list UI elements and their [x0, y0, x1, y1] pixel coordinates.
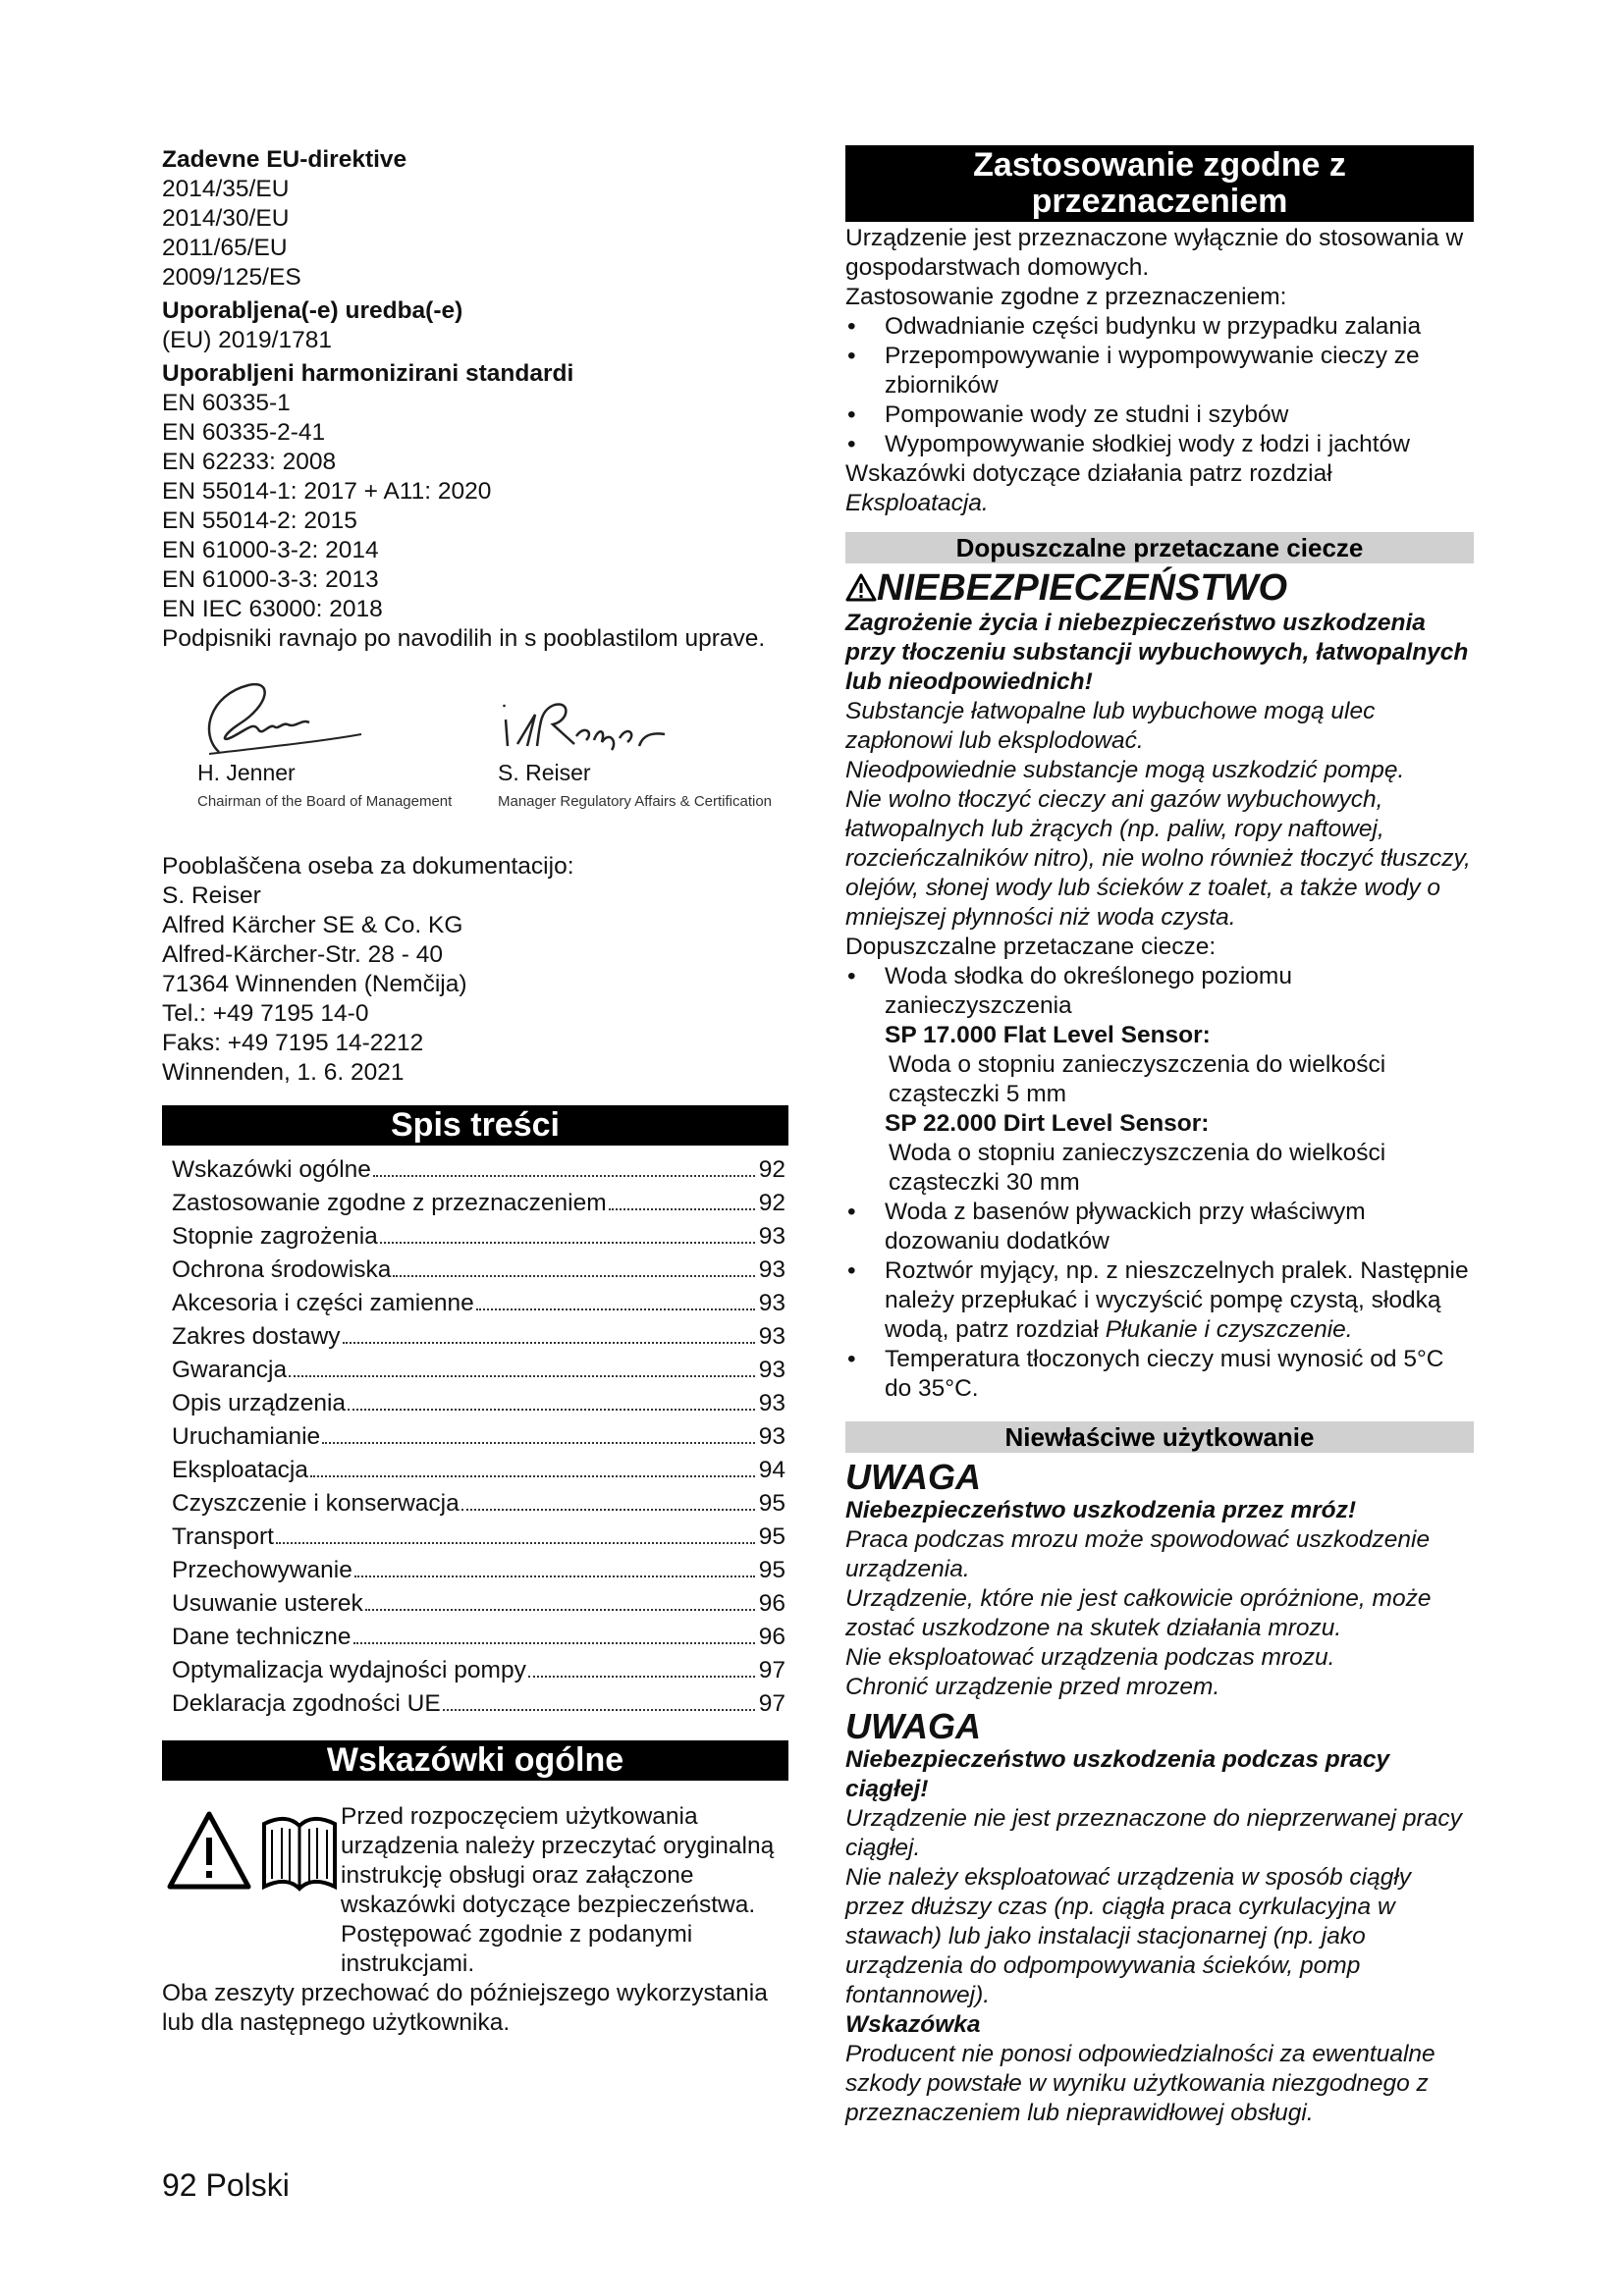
- danger-text: Nieodpowiednie substancje mogą uszkodzić pompę.: [845, 757, 1405, 783]
- doc-authority-line: S. Reiser: [162, 882, 261, 909]
- sensor-text: Woda o stopniu zanieczyszczenia do wielkości cząsteczki 5 mm: [889, 1051, 1386, 1107]
- toc-entry[interactable]: Przechowywanie 95: [172, 1557, 785, 1583]
- directive: 2009/125/ES: [162, 264, 301, 291]
- sensor-text: Woda o stopniu zanieczyszczenia do wielkości cząsteczki 30 mm: [889, 1140, 1386, 1196]
- directive: 2014/30/EU: [162, 205, 290, 232]
- doc-authority-line: Tel.: +49 7195 14-0: [162, 1000, 369, 1027]
- list-item: • Odwadnianie części budynku w przypadku zalania: [845, 312, 1474, 342]
- doc-authority-line: 71364 Winnenden (Nemčija): [162, 971, 467, 997]
- note-text: Producent nie ponosi odpowiedzialności za ewentualne szkody powstałe w wyniku użytkowania niezgodnego z przeznaczeniem lub nieprawidłowej obsługi.: [845, 2041, 1435, 2126]
- standard: EN 60335-2-41: [162, 419, 326, 446]
- signer-name: S. Reiser: [498, 760, 591, 785]
- footer-language: Polski: [205, 2167, 290, 2203]
- danger-text: Substancje łatwopalne lub wybuchowe mogą ulec zapłonowi lub eksplodować.: [845, 698, 1376, 754]
- sensor-spec: [845, 1021, 1474, 1198]
- list-item: • Wypompowywanie słodkiej wody z łodzi i jachtów: [845, 430, 1474, 459]
- caution-summary: Niebezpieczeństwo uszkodzenia podczas pracy ciągłej!: [845, 1746, 1390, 1802]
- regulation: (EU) 2019/1781: [162, 327, 332, 353]
- danger-heading: [845, 567, 1474, 609]
- toc-entry[interactable]: Wskazówki ogólne 92: [172, 1156, 785, 1183]
- toc-title: Spis treści: [162, 1105, 788, 1146]
- caution-summary: Niebezpieczeństwo uszkodzenia przez mróz!: [845, 1497, 1357, 1523]
- toc-entry[interactable]: Zakres dostawy 93: [172, 1323, 785, 1350]
- doc-authority-line: Winnenden, 1. 6. 2021: [162, 1059, 405, 1086]
- toc-entry[interactable]: Zastosowanie zgodne z przeznaczeniem 92: [172, 1190, 785, 1216]
- intended-use-title: Zastosowanie zgodne z przeznaczeniem: [845, 145, 1474, 222]
- caution-text: Nie eksploatować urządzenia podczas mrozu.: [845, 1644, 1335, 1671]
- chapter-reference[interactable]: Eksploatacja.: [845, 490, 989, 516]
- toc-entry[interactable]: Transport 95: [172, 1523, 785, 1550]
- list-item: • Woda słodka do określonego poziomu zanieczyszczenia: [845, 962, 1474, 1021]
- danger-label: NIEBEZPIECZEŃSTWO: [877, 567, 1288, 609]
- signature-jenner: [180, 675, 366, 764]
- signer-title: Manager Regulatory Affairs & Certification: [498, 793, 773, 810]
- doc-authority-line: Alfred Kärcher SE & Co. KG: [162, 912, 463, 938]
- note-heading: Wskazówka: [845, 2011, 981, 2038]
- intended-use-intro: Zastosowanie zgodne z przeznaczeniem:: [845, 284, 1287, 310]
- sensor-heading: SP 17.000 Flat Level Sensor:: [885, 1022, 1211, 1048]
- general-paragraph: Oba zeszyty przechować do późniejszego wykorzystania lub dla następnego użytkownika.: [162, 1980, 768, 2036]
- warning-triangle-icon: [845, 572, 877, 602]
- caution-text: Praca podczas mrozu może spowodować uszkodzenie urządzenia.: [845, 1526, 1431, 1582]
- caution-text: Chronić urządzenie przed mrozem.: [845, 1674, 1220, 1700]
- toc-entry[interactable]: Stopnie zagrożenia 93: [172, 1223, 785, 1250]
- toc-entry[interactable]: Akcesoria i części zamienne 93: [172, 1290, 785, 1316]
- standard: EN 61000-3-2: 2014: [162, 537, 379, 563]
- left-column: [162, 145, 788, 2038]
- signer-name: H. Jenner: [197, 760, 296, 785]
- intended-use-list: [845, 312, 1474, 459]
- right-column: [845, 145, 1474, 2128]
- fluids-list: [845, 962, 1474, 1021]
- signature-block: [162, 675, 788, 823]
- intended-use-paragraph: Urządzenie jest przeznaczone wyłącznie do stosowania w gospodarstwach domowych.: [845, 225, 1464, 281]
- fluids-list: [845, 1198, 1474, 1404]
- table-of-contents: [162, 1153, 788, 1721]
- toc-entry[interactable]: Opis urządzenia 93: [172, 1390, 785, 1416]
- toc-entry[interactable]: Czyszczenie i konserwacja 95: [172, 1490, 785, 1517]
- toc-entry[interactable]: Gwarancja 93: [172, 1357, 785, 1383]
- doc-authority-line: Pooblaščena oseba za dokumentacijo:: [162, 853, 574, 880]
- caution-text: Urządzenie nie jest przeznaczone do nieprzerwanej pracy ciągłej.: [845, 1805, 1462, 1861]
- list-item: • Temperatura tłoczonych cieczy musi wynosić od 5°C do 35°C.: [845, 1345, 1474, 1404]
- doc-authority-line: Alfred-Kärcher-Str. 28 - 40: [162, 941, 443, 968]
- standard: EN 62233: 2008: [162, 449, 337, 475]
- toc-entry[interactable]: Usuwanie usterek 96: [172, 1590, 785, 1617]
- fluids-intro: Dopuszczalne przetaczane ciecze:: [845, 934, 1217, 960]
- standard: EN 55014-1: 2017 + A11: 2020: [162, 478, 492, 505]
- general-notice: [162, 1802, 788, 2038]
- standard: EN IEC 63000: 2018: [162, 596, 383, 622]
- page-footer: [162, 2167, 290, 2203]
- warning-manual-icon: [162, 1804, 339, 1898]
- toc-entry[interactable]: Uruchamianie 93: [172, 1423, 785, 1450]
- signature-reiser: [496, 685, 673, 754]
- standard: EN 61000-3-3: 2013: [162, 566, 379, 593]
- general-title: Wskazówki ogólne: [162, 1740, 788, 1781]
- list-item: • Pompowanie wody ze studni i szybów: [845, 400, 1474, 430]
- list-item: • Woda z basenów pływackich przy właściwym dozowaniu dodatków: [845, 1198, 1474, 1256]
- standard: EN 55014-2: 2015: [162, 507, 357, 534]
- caution-text: Urządzenie, które nie jest całkowicie opróżnione, może zostać uszkodzone na skutek działania mrozu.: [845, 1585, 1432, 1641]
- list-item: • Przepompowywanie i wypompowywanie cieczy ze zbiorników: [845, 342, 1474, 400]
- page-number: 92: [162, 2167, 197, 2203]
- directive: 2011/65/EU: [162, 235, 288, 261]
- doc-authority-line: Faks: +49 7195 14-2212: [162, 1030, 424, 1056]
- toc-entry[interactable]: Ochrona środowiska 93: [172, 1256, 785, 1283]
- caution-heading: UWAGA: [845, 1457, 981, 1497]
- list-item: • Roztwór myjący, np. z nieszczelnych pralek. Następnie należy przepłukać i wyczyścić pompę czystą, słodką wodą, patrz rozdział Płukanie i czyszczenie.: [845, 1256, 1474, 1345]
- toc-entry[interactable]: Dane techniczne 96: [172, 1624, 785, 1650]
- chapter-reference[interactable]: Płukanie i czyszczenie.: [1105, 1316, 1353, 1343]
- operation-note: Wskazówki dotyczące działania patrz rozdział Eksploatacja.: [845, 460, 1332, 516]
- standard: EN 60335-1: [162, 390, 291, 416]
- toc-entry[interactable]: Optymalizacja wydajności pompy 97: [172, 1657, 785, 1683]
- danger-text: Nie wolno tłoczyć cieczy ani gazów wybuchowych, łatwopalnych lub żrących (np. paliw, ropy naftowej, rozcieńczalników nitro), nie wolno również tłoczyć tłuszczy, olejów, słonej wody lub ścieków z toalet, a także wody o mniejszej płynności niż woda czysta.: [845, 786, 1471, 931]
- sensor-heading: SP 22.000 Dirt Level Sensor:: [885, 1110, 1210, 1137]
- signers-note: Podpisniki ravnajo po navodilih in s pooblastilom uprave.: [162, 625, 766, 652]
- toc-entry[interactable]: Eksploatacja 94: [172, 1457, 785, 1483]
- directives-heading: Zadevne EU-direktive: [162, 146, 407, 173]
- general-paragraph: Przed rozpoczęciem użytkowania urządzenia należy przeczytać oryginalną instrukcję obsługi oraz załączone wskazówki dotyczące bezpieczeństwa. Postępować zgodnie z podanymi instrukcjami.: [341, 1803, 775, 1977]
- danger-summary: Zagrożenie życia i niebezpieczeństwo uszkodzenia przy tłoczeniu substancji wybuchowych, łatwopalnych lub nieodpowiednich!: [845, 610, 1469, 695]
- directive: 2014/35/EU: [162, 176, 290, 202]
- signer-title: Chairman of the Board of Management: [197, 793, 453, 810]
- caution-heading: UWAGA: [845, 1706, 981, 1746]
- toc-entry[interactable]: Deklaracja zgodności UE 97: [172, 1690, 785, 1717]
- caution-text: Nie należy eksploatować urządzenia w sposób ciągły przez dłuższy czas (np. ciągła praca cyrkulacyjna w stawach) lub jako instalacji stacjonarnej (np. jako urządzenia do odpompowywania ścieków, pomp fontannowej).: [845, 1864, 1412, 2008]
- regulation-heading: Uporabljena(-e) uredba(-e): [162, 297, 463, 324]
- misuse-title: Niewłaściwe użytkowanie: [845, 1421, 1474, 1453]
- standards-heading: Uporabljeni harmonizirani standardi: [162, 360, 574, 387]
- permitted-fluids-title: Dopuszczalne przetaczane ciecze: [845, 532, 1474, 563]
